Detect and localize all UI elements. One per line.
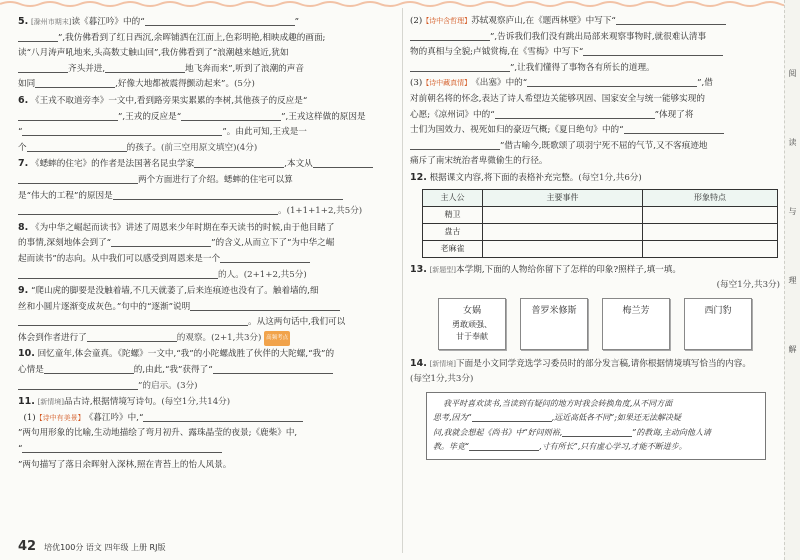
question-text: 体会到作者进行了 (18, 332, 87, 343)
new-type-tag: [新题型] (429, 265, 457, 274)
table-cell: 老麻雀 (423, 240, 483, 257)
question-text: ”两句用形象的比喻,生动地描绘了弯月初升、露珠晶莹的夜景;《鹿柴》中, (18, 428, 298, 439)
score-label: (每空1分,共14分) (161, 397, 231, 408)
answer-blank[interactable] (616, 15, 726, 25)
answer-blank[interactable] (22, 443, 222, 453)
answer-blank[interactable] (213, 364, 333, 374)
question-text: “爬山虎的脚要是没触着墙,不几天就萎了,后来连痕迹也没有了。触着墙的,细 (30, 286, 319, 297)
answer-cell[interactable] (483, 223, 643, 240)
question-text: ”,我仿佛看到了红日西沉,余晖铺洒在江面上,色彩明艳,相映成趣的画面; (58, 32, 326, 43)
speech-text: 思考,因为“ (433, 413, 472, 423)
card-name: 女娲 (462, 305, 481, 316)
speech-box (426, 392, 766, 460)
speech-text: ,远近高低各不同”;如果还无法解决疑 (551, 413, 681, 423)
question-text: 回忆童年,体会童真。《陀螺》一文中,“我”的小陀螺战胜了伙伴的大陀螺,“我”的 (37, 349, 335, 360)
score-label: (每空1分,共3分) (716, 280, 780, 291)
table-cell: 盘古 (423, 223, 483, 240)
source-tag: [滁州市期末] (30, 18, 72, 26)
table-row (423, 240, 778, 257)
score-label: (每空1分,共6分) (578, 172, 642, 183)
question-text: 个 (18, 142, 27, 153)
table-cell: 精卫 (423, 206, 483, 223)
question-10 (18, 346, 396, 394)
question-text: 下面是小文同学竞选学习委员时的部分发言稿,请你根据情境填写恰当的内容。 (456, 358, 751, 369)
answer-blank[interactable] (313, 158, 373, 168)
character-card[interactable] (602, 298, 670, 350)
table-header: 形象特点 (643, 189, 778, 206)
question-text: ”的含义,从而立下了“为中华之崛 (211, 238, 335, 249)
question-number: 13. (410, 263, 427, 275)
score-label: (每空1分,共3分) (410, 374, 474, 385)
category-tag: 【诗中含哲理】 (422, 17, 472, 25)
sub-number: (3) (410, 78, 423, 89)
answer-blank[interactable] (583, 46, 723, 56)
question-number: 7. (18, 158, 29, 170)
table-row (423, 206, 778, 223)
card-desc: 甘于奉献 (456, 331, 488, 341)
column-divider (402, 8, 403, 553)
answer-blank[interactable] (18, 63, 68, 73)
side-tab-char: 解 (788, 345, 797, 354)
answer-blank[interactable] (495, 109, 655, 119)
score-label: (5分) (234, 79, 255, 90)
card-name: 普罗米修斯 (531, 305, 577, 316)
speech-text: ,寸有所长”,只有虚心学习,才能不断进步。 (539, 442, 687, 452)
question-text: 是“伟大的工程”的原因是 (18, 190, 113, 201)
answer-cell[interactable] (643, 206, 778, 223)
answer-cell[interactable] (483, 240, 643, 257)
right-column (410, 14, 780, 460)
answer-blank[interactable] (22, 126, 222, 136)
answer-blank[interactable] (220, 253, 310, 263)
question-text: 《暮江吟》中,“ (84, 412, 144, 423)
speech-text: ”的教诲,主动向他人请 (632, 427, 711, 437)
character-cards (438, 298, 780, 350)
question-text: 的事情,深刻地体会到了“ (18, 238, 112, 249)
question-text: 《为中华之崛起而读书》讲述了周恩来少年时期在奉天读书的时候,由于他目睹了 (30, 222, 335, 233)
question-number: 5. (18, 16, 29, 27)
answer-blank[interactable] (18, 111, 118, 121)
category-tag: 【诗中有美景】 (35, 413, 85, 422)
question-text: 本学期,下面的人物给你留下了怎样的印象?照样子,填一填。 (456, 264, 681, 275)
answer-blank[interactable] (27, 142, 127, 152)
question-text: 的,由此,“我”获得了“ (133, 365, 213, 376)
new-context-tag: [新情境] (37, 398, 65, 407)
question-text: ”体现了将 (654, 109, 694, 120)
question-text: 根据课文内容,将下面的表格补充完整。 (429, 172, 579, 183)
table-row (423, 223, 778, 240)
question-text: ,本文从 (284, 159, 313, 170)
answer-blank[interactable] (58, 174, 138, 184)
question-13 (410, 262, 780, 350)
question-text: 丝和小圆片逐渐变成灰色。”句中的“逐渐”说明 (18, 301, 191, 312)
answer-blank[interactable] (18, 316, 248, 326)
question-14 (410, 356, 780, 460)
question-7 (18, 156, 396, 219)
score-label: 。(1+1+1+2,共5分) (278, 206, 363, 217)
answer-blank[interactable] (472, 412, 552, 422)
question-text: “ (18, 444, 23, 455)
answer-cell[interactable] (643, 240, 778, 257)
question-text: 物的真相与全貌;卢钺赏梅,在《雪梅》中写下“ (410, 47, 584, 58)
answer-table (422, 189, 778, 258)
question-9 (18, 283, 396, 346)
answer-blank[interactable] (18, 174, 58, 184)
question-text: 地飞奔而来”,听到了浪潮的声音 (185, 63, 304, 74)
question-12 (410, 170, 780, 258)
question-text: 两个方面进行了介绍。蟋蟀的住宅可以算 (138, 174, 293, 185)
question-number: 9. (18, 285, 29, 297)
answer-blank[interactable] (181, 111, 281, 121)
question-text: 品古诗,根据情境写诗句。 (64, 397, 162, 408)
answer-blank[interactable] (469, 441, 539, 451)
question-text: 的孩子。 (126, 142, 161, 153)
question-text: 《蟋蟀的住宅》的作者是法国著名昆虫学家 (30, 159, 195, 170)
left-column (18, 14, 396, 473)
answer-blank[interactable] (105, 63, 185, 73)
card-name: 梅兰芳 (622, 305, 650, 316)
question-text: “ (18, 127, 23, 138)
answer-blank[interactable] (18, 380, 138, 390)
question-text: 起而读书”的志向。从中我们可以感受到周恩来是一个 (18, 253, 221, 264)
question-number: 6. (18, 94, 29, 106)
speech-text: 教。毕竟“ (433, 442, 470, 452)
score-label: 的人。(2+1+2,共5分) (218, 269, 307, 280)
answer-blank[interactable] (113, 190, 343, 200)
book-info: 培优100分 语文 四年级 上册 RJ版 (44, 543, 166, 552)
answer-blank[interactable] (527, 77, 697, 87)
question-text: 对前朝名将的怀念,表达了诗人希望边关能够巩固、国家安全与统一能够实现的 (410, 93, 705, 104)
page-footer (18, 539, 165, 554)
answer-blank[interactable] (18, 269, 218, 279)
question-text: 齐头并进, (68, 63, 106, 74)
table-header: 主人公 (423, 189, 483, 206)
speech-text: 我平时喜欢读书,当读到有疑问的地方时我会转换角度,从不同方面 (443, 398, 673, 408)
answer-blank[interactable] (194, 158, 284, 168)
card-desc: 勇敢顽强、 (452, 319, 492, 329)
question-text: 如同 (18, 79, 36, 90)
question-8 (18, 220, 396, 283)
category-tag: 【诗中藏真情】 (422, 79, 472, 88)
question-number: 11. (18, 396, 35, 408)
question-text: 读“八月涛声吼地来,头高数丈触山回”,我仿佛看到了“浪潮越来越近,犹如 (18, 48, 289, 59)
character-card[interactable] (438, 298, 506, 350)
answer-blank[interactable] (190, 301, 340, 311)
answer-blank[interactable] (410, 31, 490, 41)
character-card[interactable] (684, 298, 752, 350)
answer-blank[interactable] (410, 140, 500, 150)
question-text: 士们为国效力、视死如归的豪迈气概;《夏日绝句》中的“ (410, 125, 624, 136)
high-frequency-badge: 高频考点 (264, 331, 290, 347)
side-tab-char: 与 (788, 207, 797, 216)
question-text: ”,让我们懂得了事物各有所长的道理。 (510, 62, 655, 73)
question-text: 《出塞》中的“ (471, 78, 528, 89)
question-text: ”,王戎的反应是“ (118, 111, 182, 122)
question-text: ” (294, 17, 299, 27)
question-number: 10. (18, 348, 35, 360)
card-name: 西门豹 (704, 305, 732, 316)
answer-cell[interactable] (643, 223, 778, 240)
answer-blank[interactable] (18, 205, 278, 215)
side-tab-char: 读 (788, 138, 797, 147)
question-number: 8. (18, 221, 29, 233)
table-header: 主要事件 (483, 189, 643, 206)
question-text: 读《暮江吟》中的“ (71, 17, 145, 27)
question-text: ”,借 (697, 78, 713, 89)
speech-text: 问,我就会想起《尚书》中“好问则裕, (433, 427, 563, 437)
question-text: 。从这两句话中,我们可以 (248, 317, 346, 328)
question-text: 《王戎不取道旁李》一文中,看到路旁果实累累的李树,其他孩子的反应是“ (30, 95, 308, 106)
score-label: ”的启示。(3分) (138, 380, 198, 391)
answer-blank[interactable] (18, 32, 58, 42)
sub-number: (1) (23, 412, 36, 423)
question-5 (18, 14, 396, 93)
side-tab (784, 0, 800, 560)
top-wave-border (0, 0, 800, 10)
question-number: 12. (410, 171, 427, 183)
side-tab-char: 阅 (788, 69, 797, 78)
answer-blank[interactable] (145, 16, 295, 26)
question-text: 心情是 (18, 365, 44, 376)
question-text: ”两句描写了落日余晖射入深林,照在青苔上的怡人风景。 (18, 459, 232, 470)
answer-blank[interactable] (111, 237, 211, 247)
question-text: ,好像大地都被震得颤动起来”。 (115, 79, 235, 90)
page-number: 42 (18, 539, 37, 554)
character-card[interactable] (520, 298, 588, 350)
score-label: (前三空用原文填空)(4分) (161, 142, 258, 153)
question-text: ”,告诉我们我们没有跳出局部来观察事物时,就很难认清事 (490, 31, 707, 42)
side-tab-char: 理 (788, 276, 797, 285)
answer-cell[interactable] (483, 206, 643, 223)
question-text: 心愿;《凉州词》中的“ (410, 109, 495, 120)
sub-number: (2) (410, 16, 423, 26)
answer-blank[interactable] (143, 412, 303, 422)
answer-blank[interactable] (410, 62, 510, 72)
answer-blank[interactable] (35, 78, 115, 88)
answer-blank[interactable] (624, 124, 724, 134)
question-number: 14. (410, 357, 427, 369)
answer-blank[interactable] (87, 332, 177, 342)
question-11 (18, 394, 396, 473)
question-6 (18, 93, 396, 156)
question-text: ”。由此可知,王戎是一 (222, 127, 307, 138)
question-text: ”,王戎这样做的原因是 (281, 111, 366, 122)
answer-blank[interactable] (562, 427, 632, 437)
question-text: 苏轼观察庐山,在《题西林壁》中写下“ (471, 16, 616, 26)
question-text: ”借古喻今,既歌颂了项羽宁死不屈的气节,又不客痕迹地 (500, 140, 708, 151)
score-label: 的观察。(2+1,共3分) (176, 332, 262, 343)
new-context-tag: [新情境] (429, 359, 457, 368)
question-11-continued (410, 14, 780, 170)
question-text: 痛斥了南宋统治者卑微偷生的行径。 (410, 156, 548, 167)
answer-blank[interactable] (44, 364, 134, 374)
